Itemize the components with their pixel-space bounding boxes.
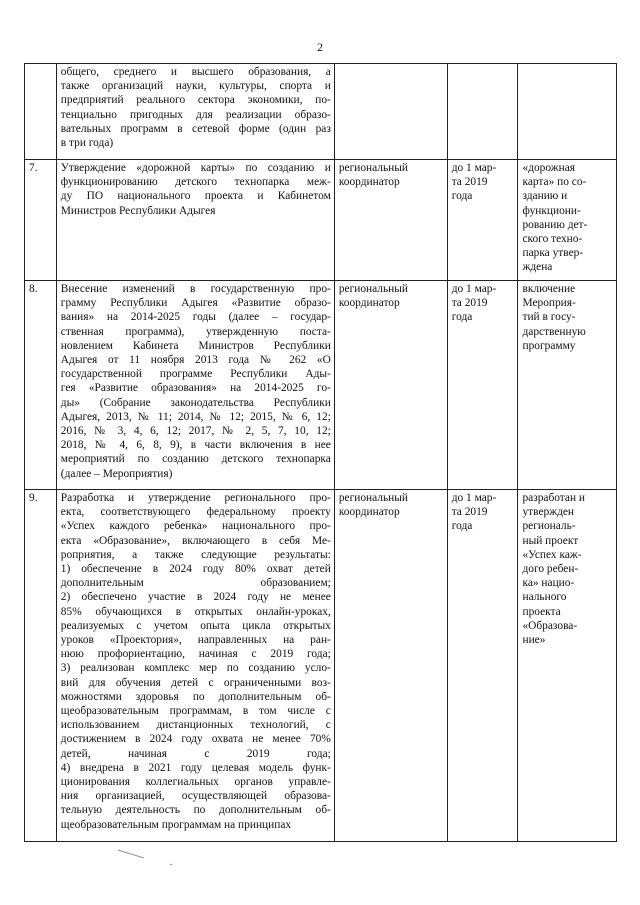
measure-description-line: щеобразовательным программам, в том числе с <box>60 705 331 718</box>
result-text-line: карта» по со- <box>522 176 587 189</box>
measure-description-line: общего, среднего и высшего образования, а <box>60 66 331 78</box>
page-number: 2 <box>317 40 323 54</box>
measure-description-line: ственная программа), утвержденную поста- <box>60 325 331 338</box>
deadline-text-line: года <box>451 190 473 203</box>
measure-description-line: ды» (Собрание законодательства Республики <box>60 396 331 409</box>
result-text-line: ка» нацио- <box>522 577 575 590</box>
result-text-line: дого ребен- <box>522 563 579 576</box>
result-text-line: «дорожная <box>522 162 576 174</box>
measure-description-line: Внесение изменений в государственную про- <box>60 283 331 295</box>
deadline-text-line: до 1 мар- <box>451 283 497 295</box>
measure-description-line: Разработка и утверждение регионального про- <box>60 492 331 504</box>
result-text-line: функциони- <box>522 204 581 217</box>
measure-description-line: реализуемых с учетом опыта цикла открытых <box>60 619 331 632</box>
measure-description-line: 85% обучающихся в открытых онлайн-уроках, <box>60 605 331 618</box>
responsible-text-line: региональный <box>338 283 409 295</box>
result-text-line: включение <box>522 283 576 295</box>
responsible-text-line: региональный <box>338 162 409 174</box>
result-cell <box>518 281 617 490</box>
measure-description-line: (далее – Мероприятия) <box>60 467 173 480</box>
measure-description-cell <box>56 490 334 842</box>
measure-description-line: 3) реализован комплекс мер по созданию усло- <box>60 662 331 675</box>
measure-description-line: мероприятий по созданию детского технопарка <box>60 453 331 466</box>
measure-description-line: щеобразовательным программам на принципах <box>60 818 292 831</box>
measure-description-line: в три года) <box>60 137 114 150</box>
deadline-text-line: года <box>451 520 473 533</box>
result-text-line: ние» <box>522 634 546 647</box>
result-text-line: тий в госу- <box>522 311 576 324</box>
measure-description-line: Министров Республики Адыгея <box>60 204 216 217</box>
result-cell <box>518 490 617 842</box>
row-number: 7. <box>29 162 38 174</box>
measure-description-line: 2018, № 4, 6, 8, 9), в части включения в нее <box>60 439 331 452</box>
measure-description-line: функционированию детского технопарка меж- <box>60 176 331 189</box>
result-text-line: ный проект <box>522 534 579 547</box>
measure-description-line: детей, начиная с 2019 года; <box>60 747 331 760</box>
measure-description-line: 2016, № 3, 4, 6, 12; 2017, № 2, 5, 7, 10, 12; <box>60 425 331 438</box>
measures-table <box>24 63 617 842</box>
deadline-text-line: та 2019 <box>451 176 488 189</box>
measure-description-line: достижением в 2024 году охвата не менее 70% <box>60 733 331 746</box>
result-text-line: «Успех каж- <box>522 548 582 561</box>
deadline-cell <box>447 281 518 490</box>
deadline-text-line: та 2019 <box>451 297 488 310</box>
result-text-line: дарственную <box>522 325 586 338</box>
measure-description-line: екта, соответствующего федеральному проекту <box>60 506 331 519</box>
result-text-line: утвержден <box>522 506 575 519</box>
row-number-cell <box>25 490 57 842</box>
measure-description-cell <box>56 64 334 160</box>
measure-description-line: вий для обучения детей с ограниченными воз- <box>60 676 331 689</box>
row-number: 9. <box>29 492 38 504</box>
result-cell <box>518 64 617 160</box>
responsible-text-line: координатор <box>338 506 400 519</box>
table-row <box>25 64 617 160</box>
measure-description-line: можностями здоровья по дополнительным об- <box>60 690 331 703</box>
responsible-text-line: координатор <box>338 176 400 189</box>
measure-description-line: государственной программе Республики Ады- <box>60 368 331 381</box>
row-number-cell <box>25 64 57 160</box>
measure-description-line: также организаций науки, культуры, спорта и <box>60 80 331 93</box>
deadline-text-line: до 1 мар- <box>451 492 497 504</box>
table-row <box>25 160 617 281</box>
measure-description-cell <box>56 281 334 490</box>
result-text-line: разработан и <box>522 492 586 504</box>
measure-description-line: Утверждение «дорожной карты» по созданию и <box>60 162 331 174</box>
result-text-line: проекта <box>522 605 561 618</box>
result-text-line: Мероприя- <box>522 297 576 310</box>
deadline-cell <box>447 64 518 160</box>
table-row <box>25 281 617 490</box>
measure-description-line: вания» на 2014-2025 годы (далее – государ- <box>60 311 331 324</box>
measure-description-line: новлением Кабинета Министров Республики <box>60 339 331 352</box>
measure-description-line: 1) обеспечение в 2024 году 80% охват детей <box>60 563 331 576</box>
measure-description-line: нюю профориентацию, начиная с 2019 года; <box>60 648 331 661</box>
measure-description-line: использованием дистанционных технологий, с <box>60 719 331 732</box>
result-text-line: ского техно- <box>522 233 583 246</box>
deadline-cell <box>447 490 518 842</box>
measure-description-line: 2) обеспечено участие в 2024 году не менее <box>60 591 331 604</box>
measure-description-line: гея «Развитие образования» на 2014-2025 го- <box>60 382 331 395</box>
measure-description-line: роприятия, а также следующие результаты: <box>60 548 331 561</box>
measure-description-line: уроков «Проектория», направленных на ран- <box>60 634 331 647</box>
responsible-text-line: региональный <box>338 492 409 504</box>
result-text-line: нального <box>522 591 567 604</box>
result-text-line: региональ- <box>522 520 576 533</box>
responsible-cell <box>334 64 447 160</box>
table-row <box>25 490 617 842</box>
measure-description-line: тельную деятельность по дополнительным об- <box>60 804 331 817</box>
measure-description-line: дополнительным образованием; <box>60 577 331 590</box>
result-text-line: рованию дет- <box>522 218 588 231</box>
deadline-text-line: та 2019 <box>451 506 488 519</box>
measure-description-line: ду ПО национального проекта и Кабинетом <box>60 190 331 203</box>
measure-description-line: «Успех каждого ребенка» национального про- <box>60 520 331 533</box>
measure-description-line: вательных программ в сетевой форме (один раз <box>60 122 331 135</box>
deadline-text-line: года <box>451 311 473 324</box>
measure-description-line: 4) внедрена в 2021 году целевая модель функ- <box>60 761 331 774</box>
measure-description-line: ния организацией, осуществляющей образова- <box>60 790 331 803</box>
responsible-cell <box>334 281 447 490</box>
measure-description-line: предприятий реального сектора экономики, по- <box>60 94 331 107</box>
measure-description-line: ционирования коллегиальных органов управле- <box>60 776 331 789</box>
measures-table-body <box>25 64 617 842</box>
result-text-line: ждена <box>522 261 553 274</box>
measure-description-cell <box>56 160 334 281</box>
measure-description-line: грамму Республики Адыгея «Развитие образо- <box>60 297 331 310</box>
responsible-cell <box>334 160 447 281</box>
responsible-text-line: координатор <box>338 297 400 310</box>
result-text-line: «Образова- <box>522 619 578 632</box>
responsible-cell <box>334 490 447 842</box>
result-cell <box>518 160 617 281</box>
measure-description-line: Адыгея, 2013, № 11; 2014, № 12; 2015, № 6, 12; <box>60 410 331 423</box>
row-number-cell <box>25 281 57 490</box>
result-text-line: программу <box>522 339 576 352</box>
measure-description-line: Адыгея от 11 ноября 2013 года № 262 «О <box>60 354 331 367</box>
deadline-cell <box>447 160 518 281</box>
row-number-cell <box>25 160 57 281</box>
result-text-line: парка утвер- <box>522 247 584 260</box>
deadline-text-line: до 1 мар- <box>451 162 497 174</box>
measure-description-line: екта «Образование», включающего в себя Ме- <box>60 534 331 547</box>
row-number: 8. <box>29 283 38 295</box>
result-text-line: зданию и <box>522 190 568 203</box>
measure-description-line: тенциально пригодных для реализации образо- <box>60 108 331 121</box>
pen-mark-decoration <box>116 848 180 868</box>
